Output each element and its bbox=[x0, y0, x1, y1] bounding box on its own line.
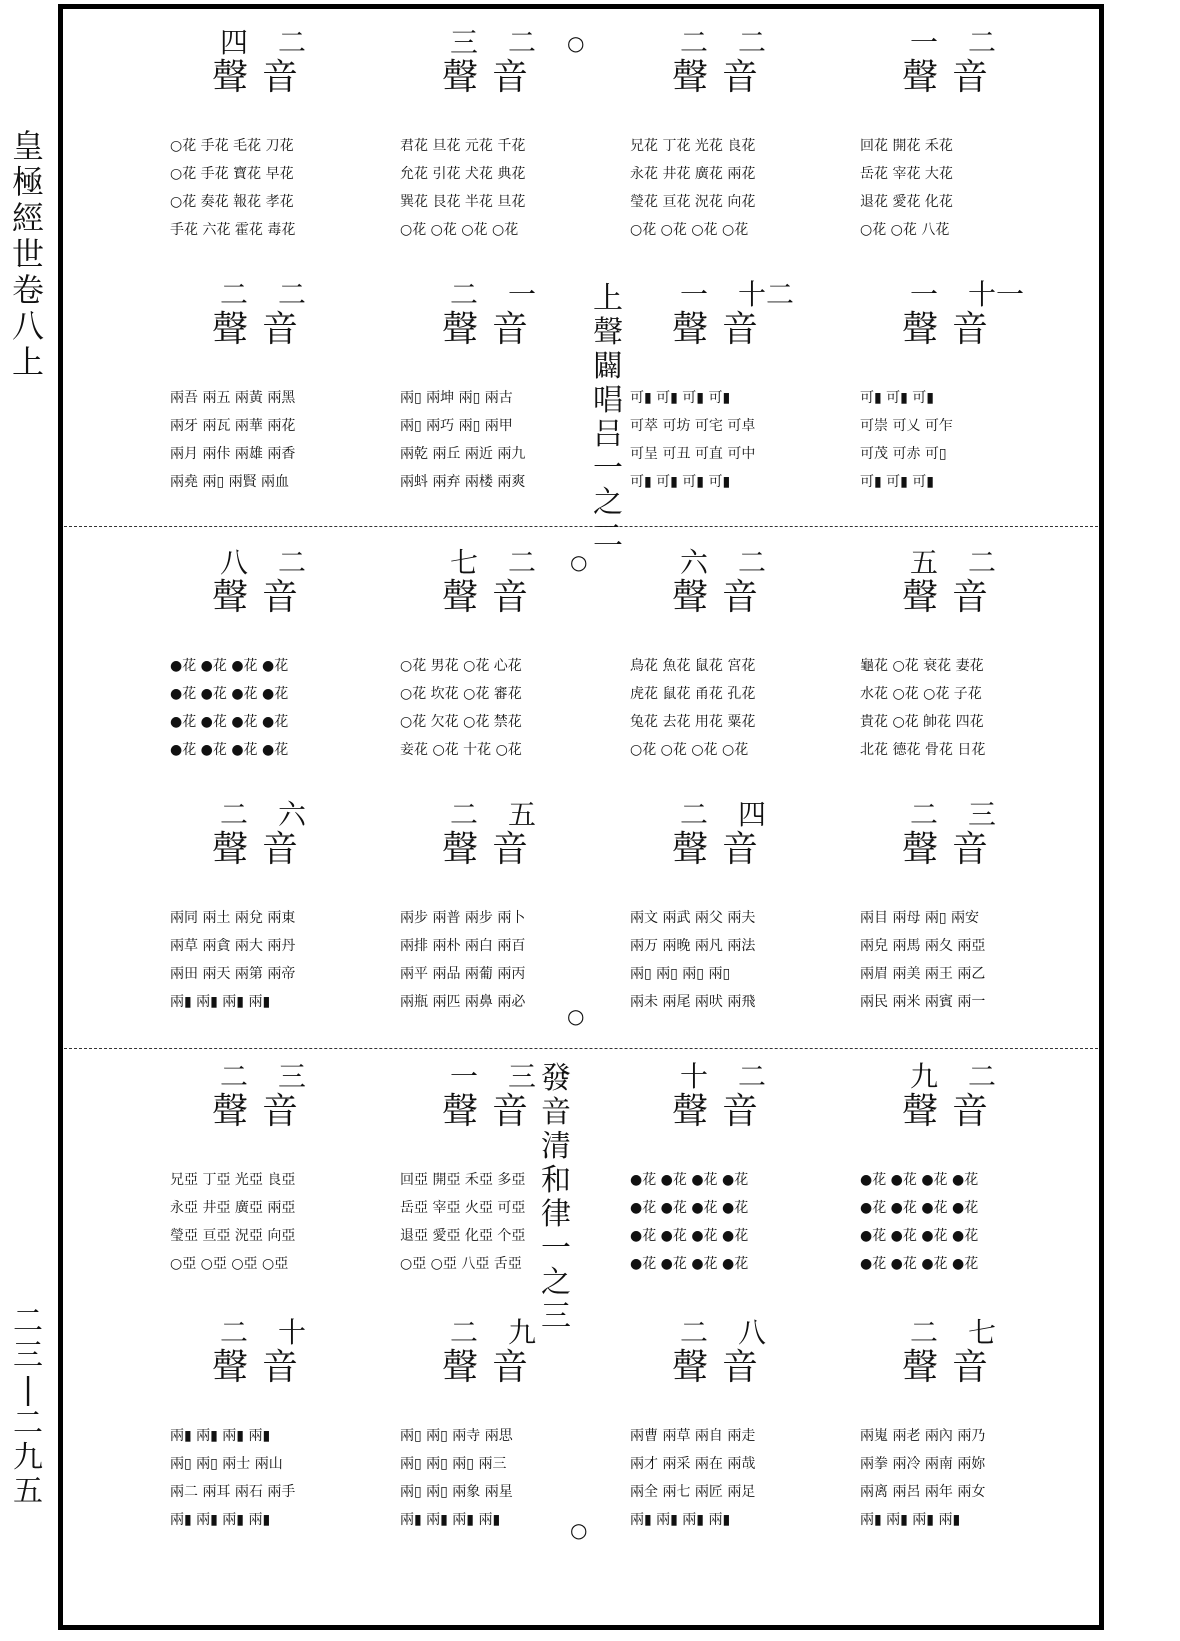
sheng-label: 聲 bbox=[212, 577, 249, 618]
block-heading bbox=[140, 1318, 380, 1408]
block-number-left: 六 bbox=[680, 546, 709, 579]
block-number-left: 九 bbox=[910, 1060, 939, 1093]
table-row: ○花 手花 寶花 早花 bbox=[170, 166, 294, 182]
block-number-right: 二 bbox=[738, 26, 767, 59]
table-row: 兩▯ 兩▯ 兩寺 兩思 bbox=[400, 1428, 513, 1444]
block-rows bbox=[630, 1166, 820, 1278]
sound-block-b8 bbox=[830, 280, 1070, 520]
block-rows bbox=[860, 384, 1050, 496]
block-heading bbox=[830, 548, 1070, 638]
sheng-label: 聲 bbox=[902, 577, 939, 618]
table-row: 水花 ○花 ○花 子花 bbox=[860, 686, 982, 702]
table-row: 可茂 可赤 可▯ bbox=[860, 446, 947, 462]
table-row: ●花 ●花 ●花 ●花 bbox=[170, 742, 289, 758]
table-row: 兩平 兩品 兩葡 兩丙 bbox=[400, 966, 526, 982]
block-number-left: 二 bbox=[680, 798, 709, 831]
block-number-right: 五 bbox=[508, 798, 537, 831]
yin-label: 音 bbox=[722, 1347, 759, 1388]
table-row: ●花 ●花 ●花 ●花 bbox=[860, 1228, 979, 1244]
table-row: 兩全 兩七 兩匠 兩足 bbox=[630, 1484, 756, 1500]
block-heading bbox=[830, 1062, 1070, 1152]
block-number-left: 三 bbox=[450, 26, 479, 59]
table-row: ○花 ○花 ○花 ○花 bbox=[400, 222, 519, 238]
sound-block-b12 bbox=[830, 548, 1070, 788]
sheng-label: 聲 bbox=[902, 1091, 939, 1132]
sound-block-b20 bbox=[830, 1062, 1070, 1302]
table-row: 兩皃 兩馬 兩夂 兩亞 bbox=[860, 938, 986, 954]
table-row: 兩同 兩土 兩兌 兩東 bbox=[170, 910, 296, 926]
circle-mark: ○ bbox=[570, 1518, 588, 1542]
block-number-left: 一 bbox=[680, 278, 709, 311]
table-row: 永亞 井亞 廣亞 兩亞 bbox=[170, 1200, 296, 1216]
title-char: 皇 bbox=[11, 127, 44, 165]
block-rows bbox=[170, 1166, 360, 1278]
block-heading bbox=[600, 1318, 840, 1408]
table-row: 岳亞 宰亞 火亞 可亞 bbox=[400, 1200, 526, 1216]
block-number-right: 二 bbox=[508, 546, 537, 579]
sheng-label: 聲 bbox=[902, 309, 939, 350]
block-heading bbox=[830, 280, 1070, 370]
table-row: ○花 奏花 報花 孝花 bbox=[170, 194, 294, 210]
block-number-left: 五 bbox=[910, 546, 939, 579]
table-row: 兩▮ 兩▮ 兩▮ 兩▮ bbox=[170, 1512, 271, 1528]
sheng-label: 聲 bbox=[212, 1091, 249, 1132]
table-row: ●花 ●花 ●花 ●花 bbox=[860, 1172, 979, 1188]
table-row: 兩田 兩天 兩第 兩帝 bbox=[170, 966, 296, 982]
table-row: 岳花 宰花 大花 bbox=[860, 166, 953, 182]
sheng-label: 聲 bbox=[902, 829, 939, 870]
sheng-label: 聲 bbox=[902, 1347, 939, 1388]
table-row: 可▮ 可▮ 可▮ 可▮ bbox=[630, 390, 731, 406]
table-row: 退花 愛花 化花 bbox=[860, 194, 953, 210]
table-row: 兩乾 兩丘 兩近 兩九 bbox=[400, 446, 526, 462]
yin-label: 音 bbox=[952, 309, 989, 350]
yin-label: 音 bbox=[952, 1347, 989, 1388]
block-number-right: 三 bbox=[508, 1060, 537, 1093]
section-label-upper-char: 上 bbox=[593, 281, 623, 316]
yin-label: 音 bbox=[262, 1091, 299, 1132]
block-rows bbox=[400, 132, 590, 244]
sound-block-b4 bbox=[830, 28, 1070, 268]
block-rows bbox=[860, 132, 1050, 244]
yin-label: 音 bbox=[722, 1091, 759, 1132]
block-rows bbox=[170, 132, 360, 244]
table-row: 北花 德花 骨花 日花 bbox=[860, 742, 986, 758]
block-heading bbox=[600, 800, 840, 890]
block-rows bbox=[860, 1422, 1050, 1534]
table-row: 兩曹 兩草 兩自 兩走 bbox=[630, 1428, 756, 1444]
block-number-left: 二 bbox=[220, 798, 249, 831]
table-row: ○花 手花 毛花 刀花 bbox=[170, 138, 294, 154]
block-number-left: 一 bbox=[910, 278, 939, 311]
block-number-right: 二 bbox=[968, 546, 997, 579]
yin-label: 音 bbox=[722, 309, 759, 350]
table-row: 兄亞 丁亞 光亞 良亞 bbox=[170, 1172, 296, 1188]
block-heading bbox=[140, 28, 380, 118]
yin-label: 音 bbox=[492, 1091, 529, 1132]
section-label-lower-char: 和 bbox=[541, 1163, 571, 1198]
section-label-upper bbox=[588, 282, 628, 554]
page-number-char: 二 bbox=[13, 1406, 43, 1441]
block-number-right: 二 bbox=[508, 26, 537, 59]
sound-block-b10 bbox=[370, 548, 610, 788]
table-row: 兩▯ 兩巧 兩▯ 兩甲 bbox=[400, 418, 513, 434]
block-heading bbox=[600, 548, 840, 638]
block-number-left: 十 bbox=[680, 1060, 709, 1093]
table-row: 妾花 ○花 十花 ○花 bbox=[400, 742, 522, 758]
table-row: 兩排 兩朴 兩白 兩百 bbox=[400, 938, 526, 954]
table-row: ●花 ●花 ●花 ●花 bbox=[170, 658, 289, 674]
section-label-lower bbox=[536, 1062, 576, 1334]
block-number-right: 四 bbox=[738, 798, 767, 831]
sheng-label: 聲 bbox=[442, 1347, 479, 1388]
table-row: 貴花 ○花 帥花 四花 bbox=[860, 714, 984, 730]
sheng-label: 聲 bbox=[672, 829, 709, 870]
block-heading bbox=[140, 548, 380, 638]
table-row: 兩民 兩米 兩賓 兩一 bbox=[860, 994, 986, 1010]
block-rows bbox=[170, 384, 360, 496]
table-row: ○亞 ○亞 八亞 舌亞 bbox=[400, 1256, 522, 1272]
table-row: 兩牙 兩瓦 兩華 兩花 bbox=[170, 418, 296, 434]
table-row: 可▮ 可▮ 可▮ bbox=[860, 474, 935, 490]
table-row: 可崇 可乂 可乍 bbox=[860, 418, 953, 434]
table-row: 瑩花 亘花 況花 向花 bbox=[630, 194, 756, 210]
block-number-right: 二 bbox=[738, 546, 767, 579]
section-divider bbox=[64, 526, 1098, 527]
block-rows bbox=[630, 1422, 820, 1534]
section-label-lower-char: 三 bbox=[541, 1299, 571, 1334]
block-rows bbox=[400, 384, 590, 496]
table-row: 兩蚪 兩弃 兩楼 兩爽 bbox=[400, 474, 526, 490]
table-row: 可▮ 可▮ 可▮ bbox=[860, 390, 935, 406]
block-number-left: 二 bbox=[220, 1060, 249, 1093]
block-number-left: 二 bbox=[450, 798, 479, 831]
block-number-left: 二 bbox=[680, 26, 709, 59]
section-label-upper-char: 吕 bbox=[593, 417, 623, 452]
table-row: 退亞 愛亞 化亞 个亞 bbox=[400, 1228, 526, 1244]
yin-label: 音 bbox=[952, 1091, 989, 1132]
table-row: 君花 旦花 元花 千花 bbox=[400, 138, 526, 154]
block-number-right: 十 bbox=[278, 1316, 307, 1349]
table-row: ○花 男花 ○花 心花 bbox=[400, 658, 522, 674]
table-row: 兩目 兩母 兩▯ 兩安 bbox=[860, 910, 980, 926]
block-heading bbox=[830, 800, 1070, 890]
table-row: 回花 開花 禾花 bbox=[860, 138, 953, 154]
sound-block-b11 bbox=[600, 548, 840, 788]
block-number-left: 二 bbox=[910, 798, 939, 831]
sound-block-b23 bbox=[600, 1318, 840, 1558]
block-number-left: 四 bbox=[220, 26, 249, 59]
table-row: 回亞 開亞 禾亞 多亞 bbox=[400, 1172, 526, 1188]
page-number-char: 三 bbox=[13, 1338, 43, 1373]
block-number-left: 二 bbox=[450, 1316, 479, 1349]
table-row: ●花 ●花 ●花 ●花 bbox=[630, 1200, 749, 1216]
sheng-label: 聲 bbox=[212, 309, 249, 350]
block-number-right: 二 bbox=[968, 1060, 997, 1093]
block-number-right: 八 bbox=[738, 1316, 767, 1349]
table-row: ○亞 ○亞 ○亞 ○亞 bbox=[170, 1256, 289, 1272]
block-rows bbox=[860, 1166, 1050, 1278]
section-label-upper-char: 闢 bbox=[593, 349, 623, 384]
table-row: ●花 ●花 ●花 ●花 bbox=[630, 1228, 749, 1244]
yin-label: 音 bbox=[492, 829, 529, 870]
title-char: 世 bbox=[11, 235, 44, 273]
table-row: 可▮ 可▮ 可▮ 可▮ bbox=[630, 474, 731, 490]
section-label-lower-char: 律 bbox=[541, 1197, 571, 1232]
table-row: 兔花 去花 用花 粟花 bbox=[630, 714, 756, 730]
table-row: 兩堯 兩▯ 兩賢 兩血 bbox=[170, 474, 290, 490]
block-number-left: 一 bbox=[910, 26, 939, 59]
block-heading bbox=[600, 280, 840, 370]
table-row: 可萃 可坊 可宅 可卓 bbox=[630, 418, 756, 434]
block-rows bbox=[860, 652, 1050, 764]
section-label-lower-char: 音 bbox=[541, 1095, 571, 1130]
block-number-right: 二 bbox=[968, 26, 997, 59]
table-row: 可呈 可丑 可直 可中 bbox=[630, 446, 756, 462]
yin-label: 音 bbox=[952, 57, 989, 98]
block-number-left: 二 bbox=[680, 1316, 709, 1349]
sheng-label: 聲 bbox=[902, 57, 939, 98]
table-row: ○花 ○花 ○花 ○花 bbox=[630, 222, 749, 238]
page-number-char: 二 bbox=[13, 1304, 43, 1339]
table-row: 兩▯ 兩坤 兩▯ 兩古 bbox=[400, 390, 513, 406]
table-row: 兩拳 兩冷 兩南 兩妳 bbox=[860, 1456, 986, 1472]
block-rows bbox=[170, 1422, 360, 1534]
table-row: 巽花 艮花 半花 旦花 bbox=[400, 194, 526, 210]
table-row: 兩瓶 兩匹 兩鼻 兩必 bbox=[400, 994, 526, 1010]
block-number-right: 二 bbox=[278, 546, 307, 579]
table-row: 虎花 鼠花 甬花 孔花 bbox=[630, 686, 756, 702]
table-row: 兩▯ 兩▯ 兩▯ 兩▯ bbox=[630, 966, 731, 982]
sheng-label: 聲 bbox=[442, 577, 479, 618]
block-number-right: 六 bbox=[278, 798, 307, 831]
sound-block-b5 bbox=[140, 280, 380, 520]
block-rows bbox=[400, 1422, 590, 1534]
table-row: 瑩亞 亘亞 況亞 向亞 bbox=[170, 1228, 296, 1244]
sheng-label: 聲 bbox=[672, 309, 709, 350]
sound-block-b13 bbox=[140, 800, 380, 1040]
table-row: 手花 六花 霍花 毒花 bbox=[170, 222, 296, 238]
block-number-left: 七 bbox=[450, 546, 479, 579]
sheng-label: 聲 bbox=[212, 1347, 249, 1388]
table-row: ●花 ●花 ●花 ●花 bbox=[860, 1256, 979, 1272]
page-number-char: 九 bbox=[13, 1440, 43, 1475]
table-row: 兩▮ 兩▮ 兩▮ 兩▮ bbox=[630, 1512, 731, 1528]
sound-block-b2 bbox=[370, 28, 610, 268]
block-rows bbox=[170, 904, 360, 1016]
sheng-label: 聲 bbox=[672, 577, 709, 618]
sheng-label: 聲 bbox=[212, 829, 249, 870]
table-row: ○花 ○花 ○花 ○花 bbox=[630, 742, 749, 758]
yin-label: 音 bbox=[722, 829, 759, 870]
table-row: ●花 ●花 ●花 ●花 bbox=[630, 1256, 749, 1272]
yin-label: 音 bbox=[952, 829, 989, 870]
table-row: ○花 欠花 ○花 禁花 bbox=[400, 714, 522, 730]
sheng-label: 聲 bbox=[672, 1347, 709, 1388]
yin-label: 音 bbox=[952, 577, 989, 618]
sound-block-b16 bbox=[830, 800, 1070, 1040]
section-label-lower-char: 之 bbox=[541, 1265, 571, 1300]
page-number bbox=[6, 1305, 50, 1509]
sheng-label: 聲 bbox=[212, 57, 249, 98]
table-row: ●花 ●花 ●花 ●花 bbox=[860, 1200, 979, 1216]
sound-block-b1 bbox=[140, 28, 380, 268]
sheng-label: 聲 bbox=[442, 309, 479, 350]
yin-label: 音 bbox=[492, 309, 529, 350]
block-rows bbox=[630, 384, 820, 496]
table-row: 兩步 兩普 兩步 兩卜 bbox=[400, 910, 526, 926]
block-rows bbox=[630, 132, 820, 244]
block-number-right: 二 bbox=[278, 278, 307, 311]
circle-mark: ○ bbox=[567, 1004, 585, 1028]
block-number-right: 十二 bbox=[738, 278, 795, 311]
sound-block-b21 bbox=[140, 1318, 380, 1558]
yin-label: 音 bbox=[722, 577, 759, 618]
block-heading bbox=[600, 1062, 840, 1152]
section-label-upper-char: 唱 bbox=[593, 383, 623, 418]
yin-label: 音 bbox=[262, 1347, 299, 1388]
sheng-label: 聲 bbox=[442, 829, 479, 870]
block-heading bbox=[140, 280, 380, 370]
section-label-lower-char: 發 bbox=[541, 1061, 571, 1096]
table-row: 永花 井花 廣花 兩花 bbox=[630, 166, 756, 182]
table-row: 鳥花 魚花 鼠花 宮花 bbox=[630, 658, 756, 674]
table-row: ●花 ●花 ●花 ●花 bbox=[170, 686, 289, 702]
table-row: ○花 坎花 ○花 審花 bbox=[400, 686, 522, 702]
section-label-lower-char: 一 bbox=[541, 1231, 571, 1266]
section-label-upper-char: 一 bbox=[593, 451, 623, 486]
title-char: 上 bbox=[11, 343, 44, 381]
table-row: 允花 引花 犬花 典花 bbox=[400, 166, 526, 182]
block-heading bbox=[140, 800, 380, 890]
book-title bbox=[6, 128, 50, 380]
table-row: ●花 ●花 ●花 ●花 bbox=[630, 1172, 749, 1188]
sound-block-b24 bbox=[830, 1318, 1070, 1558]
block-heading bbox=[830, 28, 1070, 118]
block-rows bbox=[860, 904, 1050, 1016]
table-row: 兩草 兩貪 兩大 兩丹 bbox=[170, 938, 296, 954]
table-row: 兩月 兩佧 兩雄 兩香 bbox=[170, 446, 296, 462]
sound-block-b7 bbox=[600, 280, 840, 520]
block-heading bbox=[600, 28, 840, 118]
block-rows bbox=[170, 652, 360, 764]
page-number-char: | bbox=[22, 1372, 34, 1407]
sound-block-b17 bbox=[140, 1062, 380, 1302]
table-row: 兩眉 兩美 兩王 兩乙 bbox=[860, 966, 986, 982]
block-heading bbox=[370, 800, 610, 890]
table-row: 兩离 兩呂 兩年 兩女 bbox=[860, 1484, 986, 1500]
yin-label: 音 bbox=[262, 57, 299, 98]
yin-label: 音 bbox=[262, 829, 299, 870]
block-number-left: 八 bbox=[220, 546, 249, 579]
block-number-right: 九 bbox=[508, 1316, 537, 1349]
block-number-left: 二 bbox=[220, 1316, 249, 1349]
block-rows bbox=[400, 904, 590, 1016]
table-row: 兩嵬 兩老 兩內 兩乃 bbox=[860, 1428, 986, 1444]
table-row: 兩吾 兩五 兩黃 兩黑 bbox=[170, 390, 296, 406]
block-heading bbox=[140, 1062, 380, 1152]
sound-block-b9 bbox=[140, 548, 380, 788]
sound-block-b19 bbox=[600, 1062, 840, 1302]
sheng-label: 聲 bbox=[442, 1091, 479, 1132]
block-number-right: 三 bbox=[278, 1060, 307, 1093]
table-row: ●花 ●花 ●花 ●花 bbox=[170, 714, 289, 730]
block-number-left: 一 bbox=[450, 1060, 479, 1093]
block-number-left: 二 bbox=[450, 278, 479, 311]
title-char: 極 bbox=[11, 163, 44, 201]
block-number-right: 二 bbox=[278, 26, 307, 59]
block-rows bbox=[400, 652, 590, 764]
sheng-label: 聲 bbox=[672, 1091, 709, 1132]
table-row: 兩▮ 兩▮ 兩▮ 兩▮ bbox=[860, 1512, 961, 1528]
block-number-right: 七 bbox=[968, 1316, 997, 1349]
table-row: 兄花 丁花 光花 良花 bbox=[630, 138, 756, 154]
table-row: 兩▮ 兩▮ 兩▮ 兩▮ bbox=[400, 1512, 501, 1528]
table-row: 兩▮ 兩▮ 兩▮ 兩▮ bbox=[170, 1428, 271, 1444]
table-row: 兩▮ 兩▮ 兩▮ 兩▮ bbox=[170, 994, 271, 1010]
block-rows bbox=[630, 904, 820, 1016]
yin-label: 音 bbox=[262, 309, 299, 350]
block-number-right: 二 bbox=[738, 1060, 767, 1093]
page-number-char: 五 bbox=[13, 1474, 43, 1509]
yin-label: 音 bbox=[492, 57, 529, 98]
sound-block-b3 bbox=[600, 28, 840, 268]
block-number-left: 二 bbox=[910, 1316, 939, 1349]
table-row: 兩▯ 兩▯ 兩象 兩星 bbox=[400, 1484, 513, 1500]
section-label-upper-char: 二 bbox=[593, 519, 623, 554]
section-label-upper-char: 之 bbox=[593, 485, 623, 520]
section-label-upper-char: 聲 bbox=[593, 315, 623, 350]
circle-mark: ○ bbox=[570, 550, 588, 574]
title-char: 經 bbox=[11, 199, 44, 237]
section-divider bbox=[64, 1048, 1098, 1049]
table-row: 兩万 兩晚 兩凡 兩法 bbox=[630, 938, 756, 954]
table-row: 兩▯ 兩▯ 兩士 兩山 bbox=[170, 1456, 283, 1472]
title-char: 八 bbox=[11, 307, 44, 345]
sound-block-b6 bbox=[370, 280, 610, 520]
sheng-label: 聲 bbox=[442, 57, 479, 98]
block-heading bbox=[830, 1318, 1070, 1408]
block-rows bbox=[630, 652, 820, 764]
sound-block-b15 bbox=[600, 800, 840, 1040]
yin-label: 音 bbox=[492, 577, 529, 618]
table-row: 兩▯ 兩▯ 兩▯ 兩三 bbox=[400, 1456, 507, 1472]
yin-label: 音 bbox=[262, 577, 299, 618]
block-number-left: 二 bbox=[220, 278, 249, 311]
sheng-label: 聲 bbox=[672, 57, 709, 98]
table-row: 兩未 兩尾 兩吠 兩飛 bbox=[630, 994, 756, 1010]
title-char: 卷 bbox=[11, 271, 44, 309]
table-row: 兩才 兩采 兩在 兩哉 bbox=[630, 1456, 756, 1472]
block-number-right: 一 bbox=[508, 278, 537, 311]
block-number-right: 十一 bbox=[968, 278, 1025, 311]
block-heading bbox=[370, 280, 610, 370]
yin-label: 音 bbox=[492, 1347, 529, 1388]
section-label-lower-char: 清 bbox=[541, 1129, 571, 1164]
table-row: 兩二 兩耳 兩石 兩手 bbox=[170, 1484, 296, 1500]
table-row: 龜花 ○花 衰花 妻花 bbox=[860, 658, 984, 674]
circle-mark: ○ bbox=[567, 31, 585, 55]
block-number-right: 三 bbox=[968, 798, 997, 831]
yin-label: 音 bbox=[722, 57, 759, 98]
table-row: ○花 ○花 八花 bbox=[860, 222, 950, 238]
table-row: 兩文 兩武 兩父 兩夫 bbox=[630, 910, 756, 926]
